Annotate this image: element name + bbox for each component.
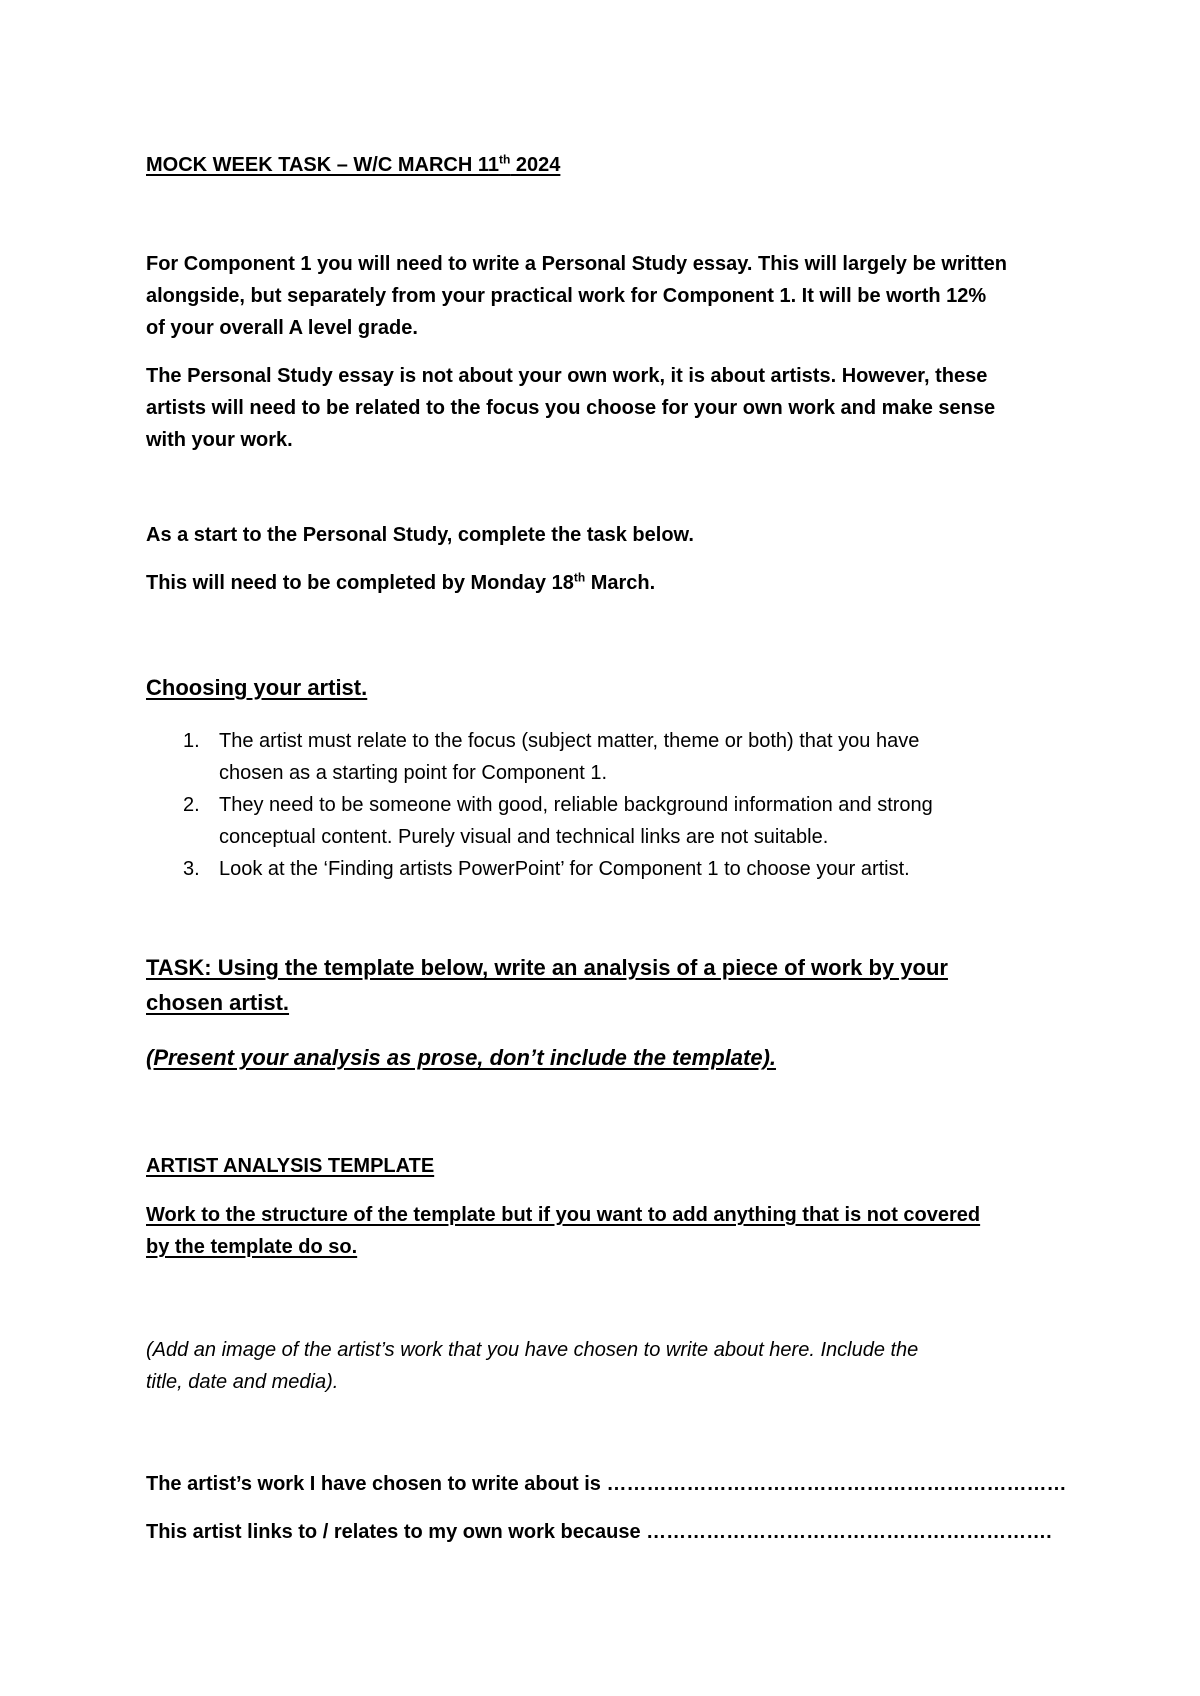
intro-p2-line-1: The Personal Study essay is not about your own work, it is about artists. However, these (146, 365, 988, 387)
list-item-2-line-1: They need to be someone with good, reliable background information and strong (219, 794, 933, 816)
document-title (146, 152, 561, 176)
deadline-line (146, 570, 656, 594)
intro-p1-line-2: alongside, but separately from your practical work for Component 1. It will be worth 12% (146, 285, 987, 307)
task-line-1: TASK: Using the template below, write an analysis of a piece of work by your (146, 955, 948, 980)
list-item-1-line-1: The artist must relate to the focus (subject matter, theme or both) that you have (219, 730, 920, 752)
template-heading: ARTIST ANALYSIS TEMPLATE (146, 1155, 435, 1177)
list-item-1-number: 1. (183, 730, 200, 752)
list-item-3-line-1: Look at the ‘Finding artists PowerPoint’ for Component 1 to choose your artist. (219, 858, 910, 880)
image-note-line-2: title, date and media). (146, 1371, 339, 1393)
title-superscript: th (498, 152, 511, 167)
template-instruction-line-2: by the template do so. (146, 1236, 358, 1258)
list-item-2-line-2: conceptual content. Purely visual and technical links are not suitable. (219, 826, 829, 848)
start-instruction: As a start to the Personal Study, complete the task below. (146, 524, 694, 546)
task-line-2: chosen artist. (146, 990, 290, 1015)
prompt-links-to-work: This artist links to / relates to my own work because ……………………………………………………. (146, 1521, 1052, 1543)
choosing-heading: Choosing your artist. (146, 675, 368, 700)
intro-p1-line-3: of your overall A level grade. (146, 317, 418, 339)
deadline-superscript: th (573, 570, 586, 585)
title-prefix: MOCK WEEK TASK – W/C MARCH 11 (146, 154, 499, 176)
intro-p2-line-3: with your work. (146, 429, 293, 451)
list-item-3-number: 3. (183, 858, 200, 880)
list-item-2-number: 2. (183, 794, 200, 816)
deadline-suffix: March. (585, 572, 656, 594)
image-note-line-1: (Add an image of the artist’s work that you have chosen to write about here. Include the (146, 1339, 919, 1361)
template-instruction-line-1: Work to the structure of the template but if you want to add anything that is not covered (146, 1204, 981, 1226)
deadline-prefix: This will need to be completed by Monday 18 (146, 572, 574, 594)
title-suffix: 2024 (510, 154, 561, 176)
list-item-1-line-2: chosen as a starting point for Component 1. (219, 762, 608, 784)
task-note: (Present your analysis as prose, don’t include the template). (146, 1045, 777, 1070)
intro-p2-line-2: artists will need to be related to the focus you choose for your own work and make sense (146, 397, 996, 419)
intro-p1-line-1: For Component 1 you will need to write a Personal Study essay. This will largely be written (146, 253, 1007, 275)
prompt-chosen-work: The artist’s work I have chosen to write about is …………………………………………………………… (146, 1473, 1067, 1495)
